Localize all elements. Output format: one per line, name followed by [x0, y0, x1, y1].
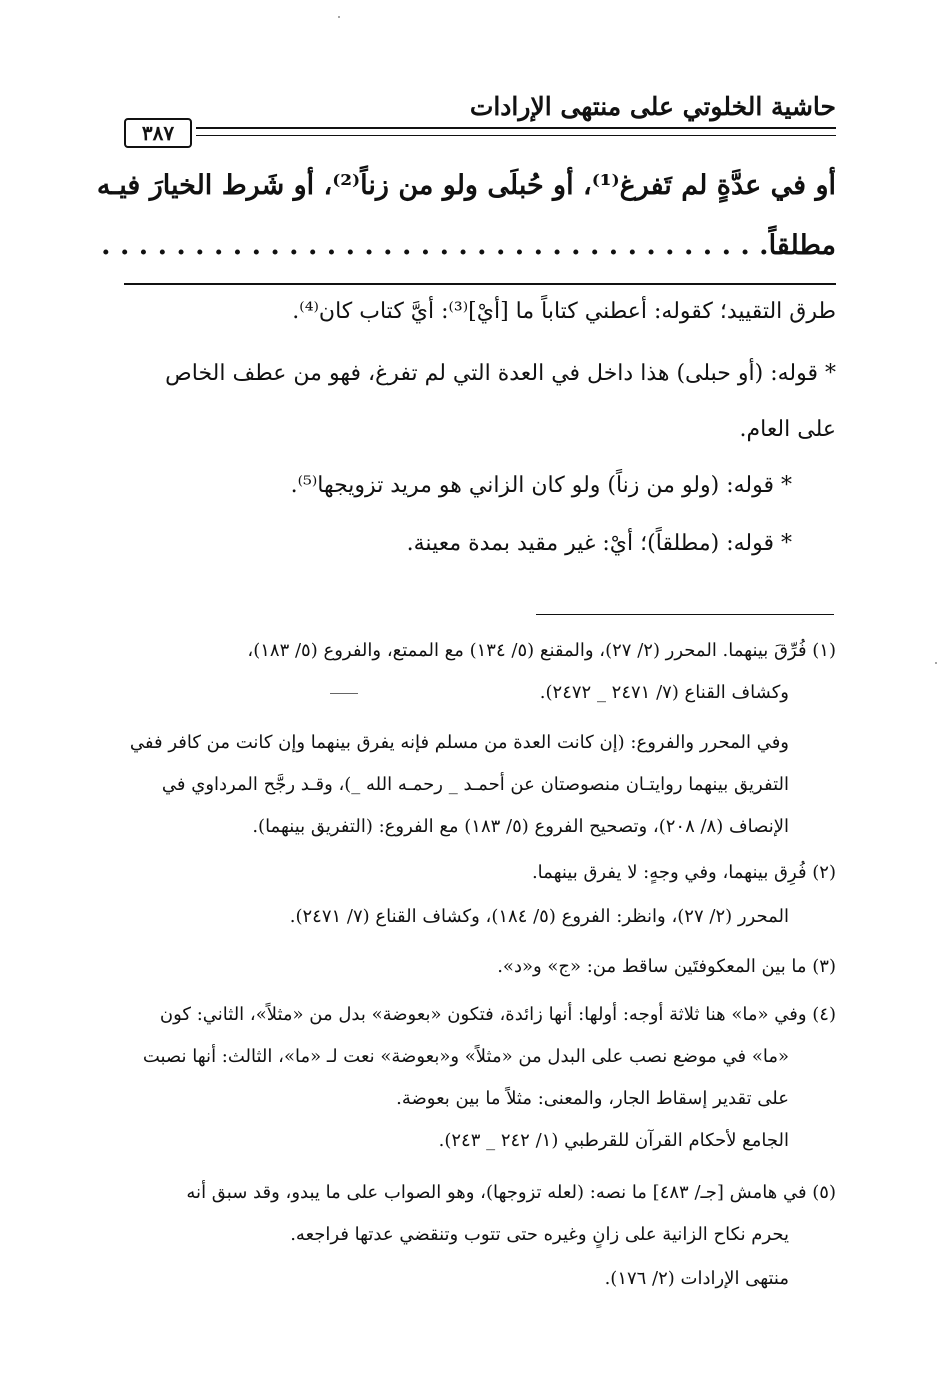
footnote-line: «ما» في موضع نصب على البدل من «مثلاً» و«بعوضة» نعت لـ «ما»، الثالث: أنها نصبت	[142, 1046, 789, 1067]
commentary-line: * قوله: (أو حبلى) هذا داخل في العدة التي لم تفرغ، فهو من عطف الخاص	[165, 361, 836, 386]
footnote-line: (١) فُرِّقَ بينهما. المحرر (٢/ ٢٧)، والمقنع (٥/ ١٣٤) مع الممتع، والفروع (٥/ ١٨٣)،	[247, 640, 836, 661]
stray-mark	[330, 693, 358, 694]
page-number: ٣٨٧	[124, 118, 192, 148]
matn-line: مطلقاً. . . . . . . . . . . . . . . . . . . . . . . . . . . . . . . . . . . .	[101, 230, 836, 261]
footnote-line: منتهى الإرادات (٢/ ١٧٦).	[604, 1268, 789, 1289]
footnote-line: الجامع لأحكام القرآن للقرطبي (١/ ٢٤٢ _ ٢٤٣).	[438, 1130, 789, 1151]
footnote-line: يحرم نكاح الزانية على زانٍ وغيره حتى تتوب وتنقضي عدتها فراجعه.	[290, 1224, 789, 1245]
matn-divider	[124, 283, 836, 285]
commentary-line: على العام.	[739, 417, 836, 442]
footnote-line: التفريق بينهما روايتـان منصوصتان عن أحمـد _ رحمـه الله _)، وقـد رجَّح المرداوي في	[161, 774, 789, 795]
footnote-line: (٥) في هامش [جـ/ ٤٨٣] ما نصه: (لعله تزوجها)، وهو الصواب على ما يبدو، وقد سبق أنه	[186, 1182, 836, 1203]
footnote-line: على تقدير إسقاط الجار، والمعنى: مثلاً ما بين بعوضة.	[396, 1088, 789, 1109]
footnote-line: وكشاف القناع (٧/ ٢٤٧١ _ ٢٤٧٢).	[539, 682, 789, 703]
footnote-separator	[536, 614, 834, 615]
footnote-line: (٢) فُرِق بينهما، وفي وجهٍ: لا يفرق بينهما.	[531, 862, 836, 883]
footnote-line: الإنصاف (٨/ ٢٠٨)، وتصحيح الفروع (٥/ ١٨٣) مع الفروع: (التفريق بينهما).	[252, 816, 789, 837]
matn-line: أو في عدَّةٍ لم تَفرغ⁽¹⁾، أو حُبلَى ولو من زناً⁽²⁾، أو شَرط الخيارَ فيـه	[96, 170, 836, 201]
scan-speck	[338, 16, 340, 18]
footnote-line: المحرر (٢/ ٢٧)، وانظر: الفروع (٥/ ١٨٤)، وكشاف القناع (٧/ ٢٤٧١).	[289, 906, 789, 927]
footnote-line: (٤) وفي «ما» هنا ثلاثة أوجه: أولها: أنها زائدة، فتكون «بعوضة» بدل من «مثلاً»، الثاني: كون	[159, 1004, 836, 1025]
commentary-line: * قوله: (مطلقاً)؛ أيْ: غير مقيد بمدة معينة.	[406, 531, 792, 556]
header-rule	[196, 127, 836, 136]
commentary-line: طرق التقييد؛ كقوله: أعطني كتاباً ما [أيْ]⁽³⁾: أيَّ كتاب كان⁽⁴⁾.	[292, 299, 836, 324]
commentary-line: * قوله: (ولو من زناً) ولو كان الزاني هو مريد تزويجها⁽⁵⁾.	[290, 473, 792, 498]
scan-speck	[935, 662, 937, 664]
footnote-line: (٣) ما بين المعكوفتَين ساقط من: «ج» و«د».	[497, 956, 836, 977]
footnote-line: وفي المحرر والفروع: (إن كانت العدة من مسلم فإنه يفرق بينهما وإن كانت من كافر ففي	[129, 732, 789, 753]
running-title: حاشية الخلوتي على منتهى الإرادات	[469, 92, 836, 121]
